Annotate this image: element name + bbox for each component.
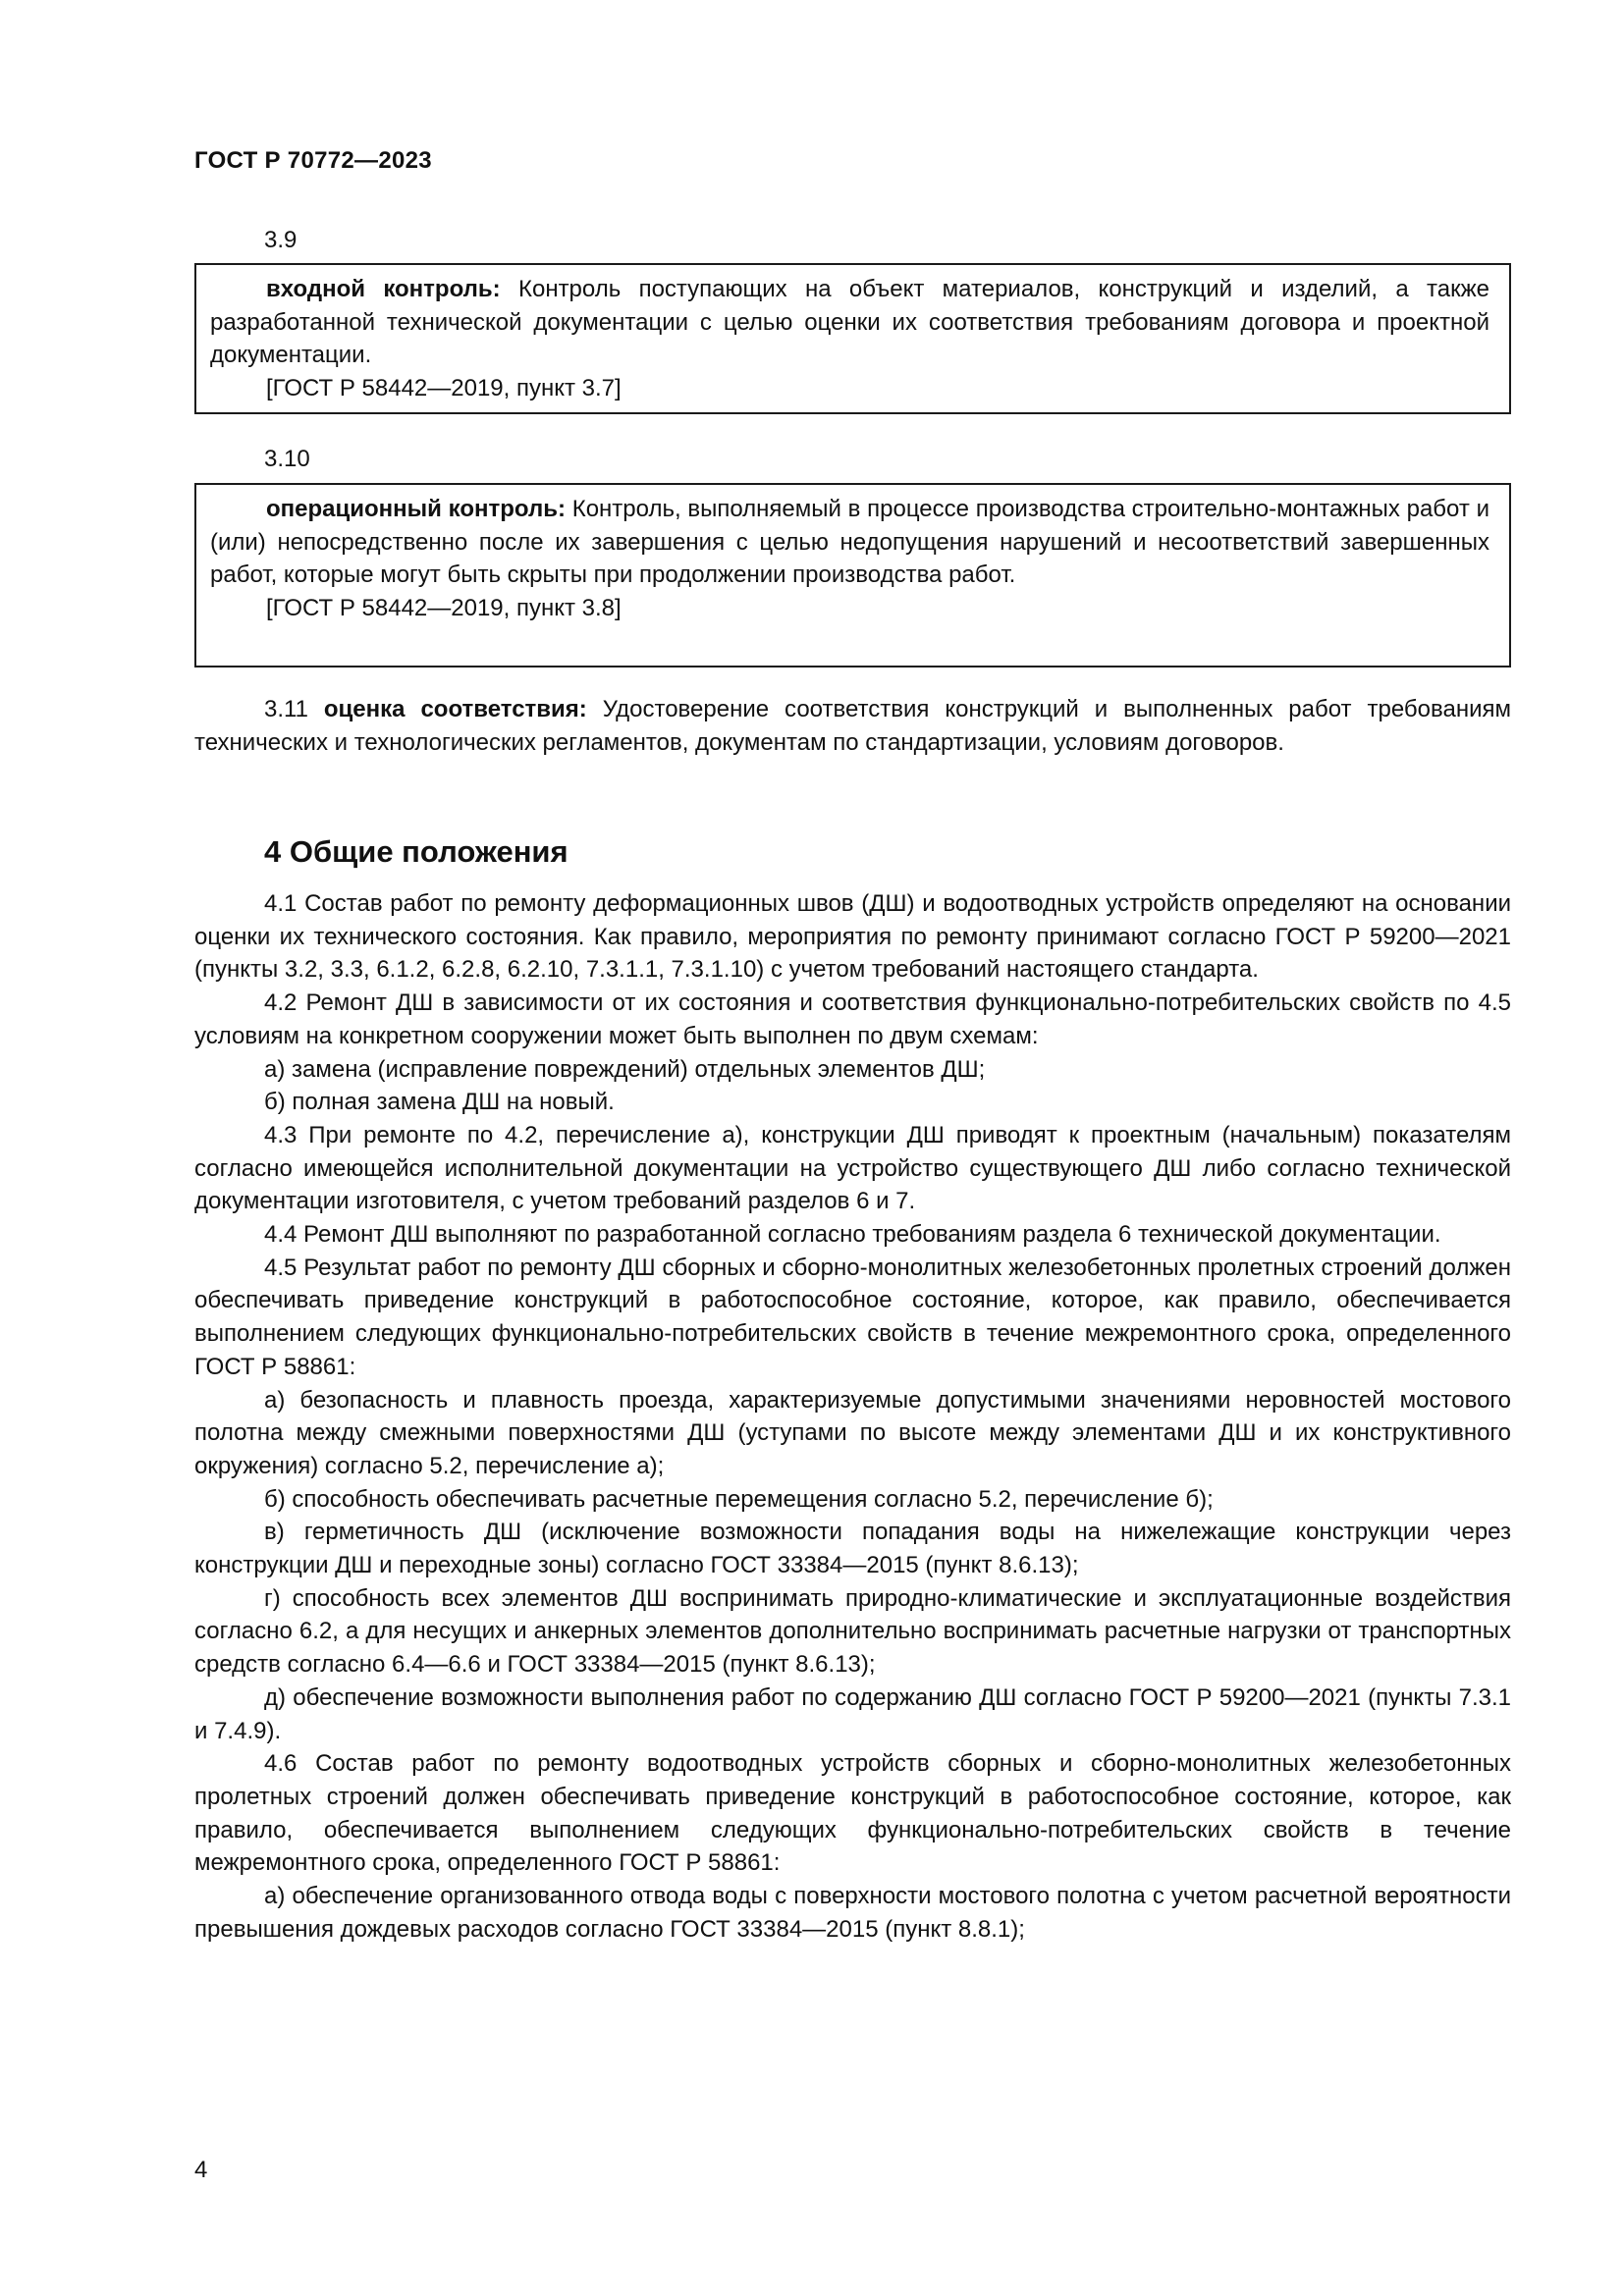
- paragraph: 4.2 Ремонт ДШ в зависимости от их состояния и соответствия функционально-потребительских свойств по 4.5 условиям на конкретном сооружении может быть выполнен по двум схемам:: [194, 989, 1511, 1049]
- term-definition: [210, 273, 1489, 372]
- term-box: [194, 263, 1511, 414]
- term-definition: [210, 493, 1489, 592]
- list-item: г) способность всех элементов ДШ воспринимать природно-климатические и эксплуатационные воздействия согласно 6.2, а для несущих и анкерных элементов дополнительно воспринимать расчетные нагрузки от транспортных средств согласно 6.4—6.6 и ГОСТ 33384—2015 (пункт 8.6.13);: [194, 1584, 1511, 1679]
- list-item: в) герметичность ДШ (исключение возможности попадания воды на нижележащие конструкции через конструкции ДШ и переходные зоны) согласно ГОСТ 33384—2015 (пункт 8.6.13);: [194, 1519, 1511, 1579]
- term-number: 3.11: [264, 696, 324, 722]
- paragraph: 4.3 При ремонте по 4.2, перечисление а), конструкции ДШ приводят к проектным (начальным) показателям согласно имеющейся исполнительной документации на устройство существующего ДШ либо согласно технической документации изготовителя, с учетом требований разделов 6 и 7.: [194, 1121, 1511, 1215]
- page-number: 4: [194, 2157, 208, 2183]
- term-title: входной контроль:: [266, 276, 501, 302]
- paragraph: 4.6 Состав работ по ремонту водоотводных устройств сборных и сборно-монолитных железобетонных пролетных строений должен обеспечивать приведение конструкций в работоспособное состояние, которое, как правило, обеспечивается выполнением следующих функционально-потребительских свойств в течение межремонтного срока, определенного ГОСТ Р 58861:: [194, 1750, 1511, 1877]
- term-source: [ГОСТ Р 58442—2019, пункт 3.8]: [266, 594, 622, 621]
- section-title: 4 Общие положения: [264, 834, 568, 869]
- term-number: 3.10: [264, 446, 310, 472]
- paragraph: 4.1 Состав работ по ремонту деформационных швов (ДШ) и водоотводных устройств определяют на основании оценки их технического состояния. Как правило, мероприятия по ремонту принимают согласно ГОСТ Р 59200—2021 (пункты 3.2, 3.3, 6.1.2, 6.2.8, 6.2.10, 7.3.1.1, 7.3.1.10) с учетом требований настоящего стандарта.: [194, 890, 1511, 984]
- term-box: [194, 483, 1511, 667]
- paragraph: 4.5 Результат работ по ремонту ДШ сборных и сборно-монолитных железобетонных пролетных строений должен обеспечивать приведение конструкций в работоспособное состояние, которое, как правило, обеспечивается выполнением следующих функционально-потребительских свойств в течение межремонтного срока, определенного ГОСТ Р 58861:: [194, 1254, 1511, 1380]
- document-header: ГОСТ Р 70772—2023: [194, 147, 432, 174]
- list-item: д) обеспечение возможности выполнения работ по содержанию ДШ согласно ГОСТ Р 59200—2021 (пункты 7.3.1 и 7.4.9).: [194, 1683, 1511, 1744]
- term-number: 3.9: [264, 227, 298, 253]
- list-item: б) способность обеспечивать расчетные перемещения согласно 5.2, перечисление б);: [264, 1485, 1214, 1513]
- list-item: а) безопасность и плавность проезда, характеризуемые допустимыми значениями неровностей мостового полотна между смежными поверхностями ДШ (уступами по высоте между элементами ДШ и их конструктивного окружения) согласно 5.2, перечисление а);: [194, 1386, 1511, 1479]
- term-text: Контроль поступающих на объект материалов, конструкций и изделий, а также разработанной технической документации с целью оценки их соответствия требованиям договора и проектной документации.: [210, 276, 1490, 368]
- list-item: а) обеспечение организованного отвода воды с поверхности мостового полотна с учетом расчетной вероятности превышения дождевых расходов согласно ГОСТ 33384—2015 (пункт 8.8.1);: [194, 1883, 1511, 1943]
- term-text: Удостоверение соответствия конструкций и выполненных работ требованиям технических и технологических регламентов, документам по стандартизации, условиям договоров.: [194, 696, 1511, 756]
- term-definition: [194, 693, 1511, 759]
- term-title: операционный контроль:: [266, 496, 566, 522]
- paragraph: 4.4 Ремонт ДШ выполняют по разработанной согласно требованиям раздела 6 технической документации.: [264, 1221, 1441, 1249]
- term-text: Контроль, выполняемый в процессе производства строительно-монтажных работ и (или) непосредственно после их завершения с целью недопущения нарушений и несоответствий завершенных работ, которые могут быть скрыты при продолжении производства работ.: [210, 496, 1489, 588]
- term-source: [ГОСТ Р 58442—2019, пункт 3.7]: [266, 374, 622, 401]
- list-item: б) полная замена ДШ на новый.: [264, 1089, 615, 1116]
- list-item: а) замена (исправление повреждений) отдельных элементов ДШ;: [264, 1055, 986, 1083]
- term-3-11: [194, 693, 1511, 759]
- section-body: [194, 887, 1511, 1947]
- term-title: оценка соответствия:: [323, 696, 587, 722]
